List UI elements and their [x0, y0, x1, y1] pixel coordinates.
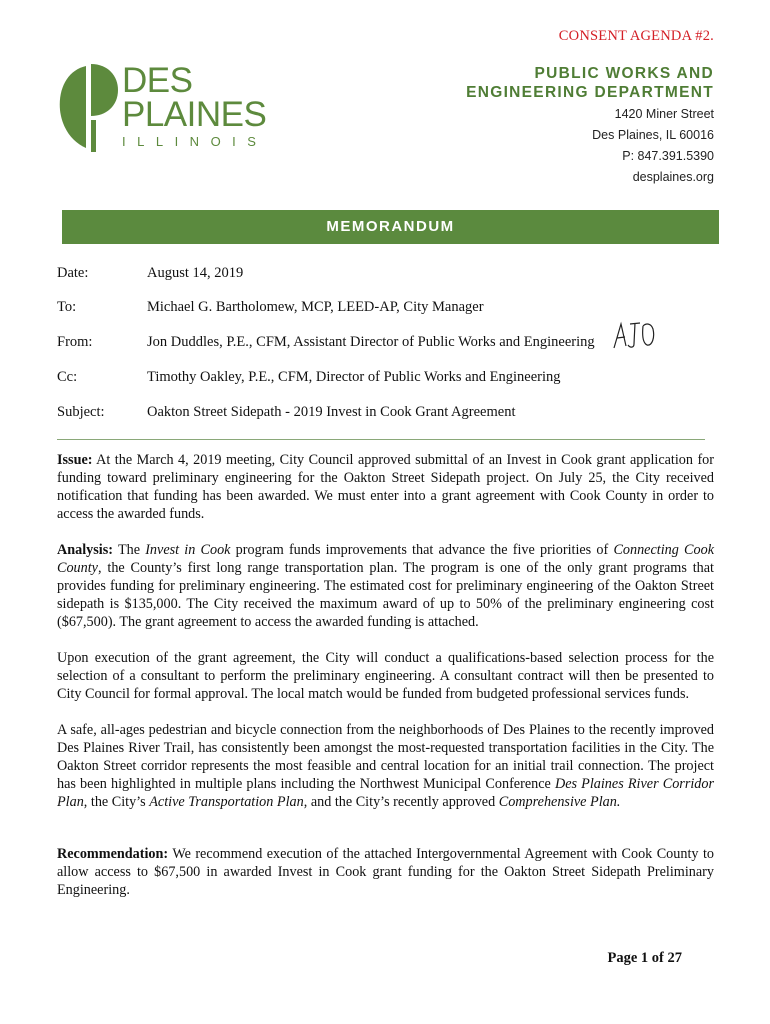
from-label: From: [57, 334, 93, 350]
date-label: Date: [57, 265, 89, 281]
recommendation-text: We recommend execution of the attached Intergovernmental Agreement with Cook County to allow access to $67,500 in awarded Invest in Cook grant funding for the Oakton Street Sidepath Preliminary Engineering. [57, 846, 714, 898]
to-value: Michael G. Bartholomew, MCP, LEED-AP, City Manager [147, 299, 484, 315]
analysis-text-3: , the County’s first long range transportation plan. The program is one of the only grant programs that provides funding for preliminary engineering. The estimated cost for preliminary engineering of the Oakton Street sidepath is $135,000. The City received the maximum award of up to 50% of the preliminary engineering cost ($67,500). The grant agreement to access the awarded funding is attached. [57, 560, 714, 630]
connecting-cook-county-title: Connecting Cook County [57, 542, 714, 576]
handwritten-initials-signature [612, 318, 658, 352]
leaf-logo-icon [58, 62, 120, 154]
invest-in-cook-title: Invest in Cook [145, 542, 231, 558]
page-number: Page 1 of 27 [607, 950, 682, 966]
date-value: August 14, 2019 [147, 265, 244, 281]
phone-number: P: 847.391.5390 [622, 149, 714, 163]
recommendation-label: Recommendation: [57, 846, 169, 862]
comprehensive-plan-title: Comprehensive Plan. [498, 794, 621, 810]
logo-illinois: ILLINOIS [122, 134, 268, 149]
analysis-paragraph [57, 541, 714, 631]
department-name-line1: PUBLIC WORKS AND [534, 65, 714, 82]
from-value: Jon Duddles, P.E., CFM, Assistant Director of Public Works and Engineering [147, 334, 595, 350]
cc-label: Cc: [57, 369, 78, 385]
address-city: Des Plaines, IL 60016 [592, 128, 714, 142]
cc-value: Timothy Oakley, P.E., CFM, Director of Public Works and Engineering [147, 369, 561, 385]
city-logo [58, 62, 268, 154]
department-name-line2: ENGINEERING DEPARTMENT [466, 84, 714, 101]
analysis-label: Analysis: [57, 542, 113, 558]
safe-connection-paragraph [57, 721, 714, 811]
memorandum-banner [62, 210, 719, 244]
analysis-text-1: The [117, 542, 146, 558]
execution-paragraph: Upon execution of the grant agreement, the City will conduct a qualifications-based selection process for the selection of a consultant to perform the preliminary engineering. A consultant contract will then be presented to City Council for formal approval. The local match would be funded from budgeted professional services funds. [57, 650, 714, 702]
section-divider [57, 439, 705, 440]
memorandum-title: MEMORANDUM [326, 218, 455, 235]
department-info [466, 64, 714, 188]
address-street: 1420 Miner Street [614, 107, 714, 121]
safe-text-3: , and the City’s recently approved [303, 794, 499, 810]
river-corridor-plan-title: Des Plaines River Corridor Plan [57, 776, 714, 810]
active-transportation-plan-title: Active Transportation Plan [149, 794, 304, 810]
safe-text-1: A safe, all-ages pedestrian and bicycle connection from the neighborhoods of Des Plaines to the recently improved Des Plaines River Trail, has consistently been amongst the most-requested transportation facilities in the City. The Oakton Street corridor represents the most feasible and central location for an initial trail connection. The project has been highlighted in multiple plans including the Northwest Municipal Conference [57, 722, 714, 792]
logo-plaines: PLAINES [122, 95, 267, 134]
logo-des: DES [122, 61, 193, 100]
consent-agenda-label: CONSENT AGENDA #2. [558, 28, 714, 44]
subject-label: Subject: [57, 404, 105, 420]
website: desplaines.org [632, 170, 714, 184]
subject-value: Oakton Street Sidepath - 2019 Invest in Cook Grant Agreement [147, 404, 516, 420]
to-label: To: [57, 299, 77, 315]
safe-text-2: , the City’s [83, 794, 150, 810]
issue-paragraph [57, 451, 714, 523]
recommendation-paragraph [57, 845, 714, 899]
analysis-text-2: program funds improvements that advance the five priorities of [230, 542, 614, 558]
issue-label: Issue: [57, 452, 93, 468]
issue-text: At the March 4, 2019 meeting, City Council approved submittal of an Invest in Cook grant application for funding toward preliminary engineering for the Oakton Street Sidepath project. On July 25, the City received notification that funding has been awarded. We must enter into a grant agreement with Cook County in order to access the awarded funds. [57, 452, 714, 522]
